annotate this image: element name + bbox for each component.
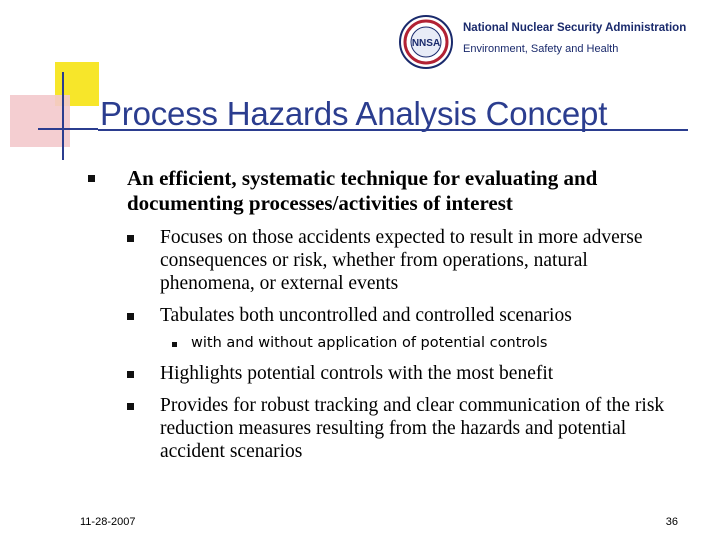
page-number: 36 [665, 516, 678, 528]
nnsa-seal-icon [398, 14, 454, 70]
bullet-marker [127, 403, 134, 410]
bullet-marker [127, 371, 134, 378]
sub-bullet-text: Highlights potential controls with the most benefit [160, 363, 554, 384]
decorative-horizontal-line [38, 128, 98, 130]
decorative-pink-square [10, 95, 70, 147]
bullet-marker [172, 342, 177, 347]
slide-title: Process Hazards Analysis Concept [100, 95, 608, 132]
logo-text: NNSA [411, 38, 441, 49]
bullet-marker [127, 235, 134, 242]
sub-bullet-text: Focuses on those accidents expected to result in more adverse consequences or risk, whether from operations, natural phenomena, or external events [160, 227, 643, 294]
footer-date: 11-28-2007 [80, 516, 136, 528]
sub-bullet-text: Tabulates both uncontrolled and controlled scenarios [160, 305, 572, 326]
decorative-vertical-line [62, 72, 64, 160]
bullet-marker [127, 313, 134, 320]
bullet-marker [88, 175, 95, 182]
sub-bullet-text: Provides for robust tracking and clear communication of the risk reduction measures resulting from the hazards and potential accident scenarios [160, 395, 665, 462]
organization-name: National Nuclear Security Administration [463, 22, 687, 34]
sub-sub-bullet-text: with and without application of potential controls [191, 335, 548, 351]
organization-subtitle: Environment, Safety and Health [463, 43, 619, 55]
main-bullet-text: An efficient, systematic technique for evaluating and documenting processes/activities of interest [127, 166, 598, 215]
